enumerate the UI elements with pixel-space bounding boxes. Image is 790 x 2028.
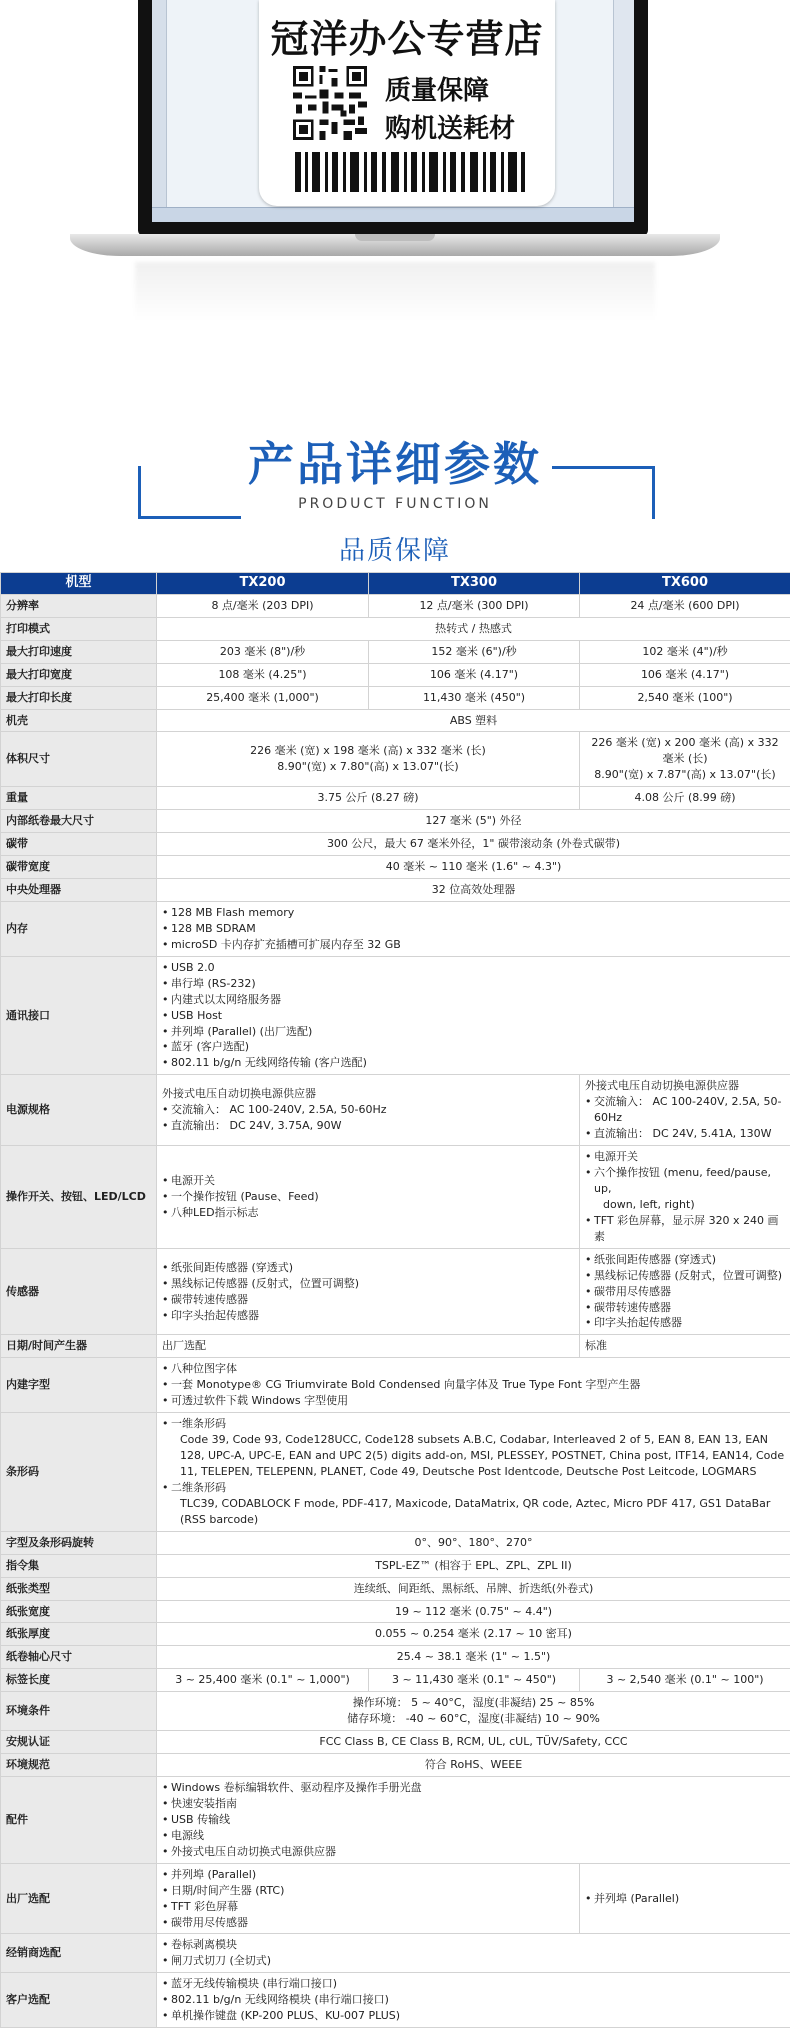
app-status-bar (152, 207, 634, 222)
cell-value: 11,430 毫米 (450") (369, 686, 580, 709)
table-row (1, 1754, 790, 1777)
cell-value: 25,400 毫米 (1,000") (157, 686, 369, 709)
list-item: • 快速安装指南 (162, 1796, 785, 1812)
cell-value (580, 1863, 790, 1934)
table-row (1, 833, 790, 856)
cell-value: 108 毫米 (4.25") (157, 663, 369, 686)
row-label: 分辨率 (1, 594, 157, 617)
list-item: • 802.11 b/g/n 无线网络传输 (客户选配) (162, 1055, 785, 1071)
list-item: • 可透过软件下载 Windows 字型使用 (162, 1393, 785, 1409)
header-tx600: TX600 (580, 573, 790, 595)
list-item: • 内建式以太网络服务器 (162, 992, 785, 1008)
row-label: 字型及条形码旋转 (1, 1531, 157, 1554)
app-sidebar (152, 0, 167, 222)
table-row (1, 732, 790, 787)
list-item: • 日期/时间产生器 (RTC) (162, 1883, 574, 1899)
cell-value: 3 ~ 2,540 毫米 (0.1" ~ 100") (580, 1669, 790, 1692)
list-item: • 碳带转速传感器 (585, 1300, 785, 1316)
cell-value: 符合 RoHS、WEEE (157, 1754, 790, 1777)
list-item: • 碳带用尽传感器 (585, 1284, 785, 1300)
table-row (1, 810, 790, 833)
cell-value (157, 956, 790, 1075)
list-item: • microSD 卡内存扩充插槽可扩展内存至 32 GB (162, 937, 785, 953)
row-label: 日期/时间产生器 (1, 1335, 157, 1358)
cell-value: 300 公尺，最大 67 毫米外径，1" 碳带滚动条 (外卷式碳带) (157, 833, 790, 856)
cell-value (580, 1248, 790, 1335)
row-label: 安规认证 (1, 1731, 157, 1754)
cell-value: 203 毫米 (8")/秒 (157, 640, 369, 663)
size-line: 226 毫米 (宽) x 198 毫米 (高) x 332 毫米 (长) (162, 743, 574, 759)
cell-value: TSPL-EZ™ (相容于 EPL、ZPL、ZPL II) (157, 1554, 790, 1577)
label-line-gift: 购机送耗材 (385, 108, 515, 145)
cell-value (157, 1358, 790, 1413)
list-item: • 交流输入： AC 100-240V, 2.5A, 50-60Hz (162, 1102, 574, 1118)
row-label: 内建字型 (1, 1358, 157, 1413)
cell-value (157, 1777, 790, 1864)
cell-value: 12 点/毫米 (300 DPI) (369, 594, 580, 617)
cell-value: 0°、90°、180°、270° (157, 1531, 790, 1554)
cell-value (157, 1863, 580, 1934)
row-label: 经销商选配 (1, 1934, 157, 1973)
list-item: • TFT 彩色屏幕，显示屏 320 x 240 画素 (585, 1213, 785, 1245)
list-item: • 电源开关 (162, 1173, 574, 1189)
row-label: 通讯接口 (1, 956, 157, 1075)
table-row (1, 1623, 790, 1646)
table-row (1, 1358, 790, 1413)
table-row (1, 1669, 790, 1692)
row-label: 传感器 (1, 1248, 157, 1335)
list-item: • 并列埠 (Parallel) (585, 1891, 785, 1907)
list-item: • 黑线标记传感器 (反射式，位置可调整) (585, 1268, 785, 1284)
env-line: 操作环境： 5 ~ 40°C，湿度(非凝结) 25 ~ 85% (162, 1695, 785, 1711)
table-row (1, 617, 790, 640)
row-label: 重量 (1, 787, 157, 810)
cell-value (157, 1692, 790, 1731)
table-row (1, 787, 790, 810)
row-label: 纸卷轴心尺寸 (1, 1646, 157, 1669)
row-label: 纸张宽度 (1, 1600, 157, 1623)
list-item: • 碳带用尽传感器 (162, 1915, 574, 1931)
laptop-notch (355, 234, 435, 241)
table-row (1, 1075, 790, 1146)
row-label: 客户选配 (1, 1973, 157, 2028)
hero-banner (0, 0, 790, 370)
section-subtitle: PRODUCT FUNCTION (0, 496, 790, 512)
list-item: • 碳带转速传感器 (162, 1292, 574, 1308)
table-row (1, 1731, 790, 1754)
laptop-reflection (135, 262, 655, 322)
row-label: 标签长度 (1, 1669, 157, 1692)
cell-value: 32 位高效处理器 (157, 879, 790, 902)
table-row (1, 1777, 790, 1864)
table-row (1, 709, 790, 732)
cell-value: 102 毫米 (4")/秒 (580, 640, 790, 663)
list-item: • 电源线 (162, 1828, 785, 1844)
laptop-screen-frame (138, 0, 648, 236)
list-item: • 直流输出： DC 24V, 3.75A, 90W (162, 1118, 574, 1134)
row-label: 指令集 (1, 1554, 157, 1577)
row-label: 机壳 (1, 709, 157, 732)
table-row (1, 1413, 790, 1532)
list-item: • 并列埠 (Parallel) (162, 1867, 574, 1883)
cell-value: FCC Class B, CE Class B, RCM, UL, cUL, TÜV/Safety, CCC (157, 1731, 790, 1754)
list-item: • 印字头抬起传感器 (162, 1308, 574, 1324)
list-item: • 一个操作按钮 (Pause、Feed) (162, 1189, 574, 1205)
cell-value: 3 ~ 11,430 毫米 (0.1" ~ 450") (369, 1669, 580, 1692)
header-tx200: TX200 (157, 573, 369, 595)
cell-value: 40 毫米 ~ 110 毫米 (1.6" ~ 4.3") (157, 856, 790, 879)
quality-heading: 品质保障 (0, 530, 790, 567)
cell-value (157, 1248, 580, 1335)
list-item: • 一维条形码 (162, 1416, 785, 1432)
cell-value (157, 1934, 790, 1973)
size-line: 226 毫米 (宽) x 200 毫米 (高) x 332 毫米 (长) (585, 735, 785, 767)
row-label: 内存 (1, 901, 157, 956)
row-label: 操作开关、按钮、LED/LCD (1, 1146, 157, 1249)
cell-value: 152 毫米 (6")/秒 (369, 640, 580, 663)
list-item: • 外接式电压自动切换式电源供应器 (162, 1844, 785, 1860)
row-label: 最大打印宽度 (1, 663, 157, 686)
size-line: 8.90"(宽) x 7.87"(高) x 13.07"(长) (585, 767, 785, 783)
list-item: • USB 传输线 (162, 1812, 785, 1828)
cell-value (157, 1973, 790, 2028)
spec-table (0, 572, 790, 2028)
table-row (1, 1554, 790, 1577)
row-label: 纸张厚度 (1, 1623, 157, 1646)
app-ruler (613, 0, 634, 222)
table-row (1, 1335, 790, 1358)
table-header-row (1, 573, 790, 595)
barcode-icon (295, 152, 525, 192)
table-row (1, 1248, 790, 1335)
list-item: • 128 MB SDRAM (162, 921, 785, 937)
table-row (1, 1973, 790, 2028)
label-line-quality: 质量保障 (385, 70, 489, 107)
list-item: • 纸张间距传感器 (穿透式) (585, 1252, 785, 1268)
list-item: • 电源开关 (585, 1149, 785, 1165)
cell-value: 3.75 公斤 (8.27 磅) (157, 787, 580, 810)
row-label: 打印模式 (1, 617, 157, 640)
cell-value: 0.055 ~ 0.254 毫米 (2.17 ~ 10 密耳) (157, 1623, 790, 1646)
cell-value: 3 ~ 25,400 毫米 (0.1" ~ 1,000") (157, 1669, 369, 1692)
table-row (1, 1863, 790, 1934)
power-head: 外接式电压自动切换电源供应器 (162, 1086, 574, 1102)
cell-value (157, 1146, 580, 1249)
cell-value: 25.4 ~ 38.1 毫米 (1" ~ 1.5") (157, 1646, 790, 1669)
list-item: • 并列埠 (Parallel) (出厂选配) (162, 1024, 785, 1040)
label-preview (259, 0, 555, 206)
list-item: • 纸张间距传感器 (穿透式) (162, 1260, 574, 1276)
cell-value: 连续纸、间距纸、黑标纸、吊牌、折迭纸(外卷式) (157, 1577, 790, 1600)
table-row (1, 1146, 790, 1249)
list-item: • 印字头抬起传感器 (585, 1315, 785, 1331)
row-label: 最大打印长度 (1, 686, 157, 709)
row-label: 纸张类型 (1, 1577, 157, 1600)
list-item: down, left, right) (585, 1197, 785, 1213)
power-head: 外接式电压自动切换电源供应器 (585, 1078, 785, 1094)
table-row (1, 640, 790, 663)
row-label: 碳带宽度 (1, 856, 157, 879)
table-row (1, 856, 790, 879)
cell-value: 106 毫米 (4.17") (369, 663, 580, 686)
list-item: • 一套 Monotype® CG Triumvirate Bold Condensed 向量字体及 True Type Font 字型产生器 (162, 1377, 785, 1393)
cell-value: 标准 (580, 1335, 790, 1358)
list-item: • 802.11 b/g/n 无线网络模块 (串行端口接口) (162, 1992, 785, 2008)
row-label: 内部纸卷最大尺寸 (1, 810, 157, 833)
cell-value (157, 732, 580, 787)
table-row (1, 594, 790, 617)
table-row (1, 1692, 790, 1731)
list-item: • 单机操作键盘 (KP-200 PLUS、KU-007 PLUS) (162, 2008, 785, 2024)
table-row (1, 1934, 790, 1973)
header-model: 机型 (1, 573, 157, 595)
cell-value: 106 毫米 (4.17") (580, 663, 790, 686)
row-label: 碳带 (1, 833, 157, 856)
cell-value: 24 点/毫米 (600 DPI) (580, 594, 790, 617)
table-row (1, 1646, 790, 1669)
list-item: • 八种LED指示标志 (162, 1205, 574, 1221)
cell-value (157, 1075, 580, 1146)
list-item: • 128 MB Flash memory (162, 905, 785, 921)
cell-value (157, 1413, 790, 1532)
list-item: • 交流输入： AC 100-240V, 2.5A, 50-60Hz (585, 1094, 785, 1126)
laptop-screen (152, 0, 634, 222)
table-row (1, 901, 790, 956)
cell-value: 8 点/毫米 (203 DPI) (157, 594, 369, 617)
row-label: 环境条件 (1, 1692, 157, 1731)
row-label: 条形码 (1, 1413, 157, 1532)
cell-value: 出厂选配 (157, 1335, 580, 1358)
cell-value: 热转式 / 热感式 (157, 617, 790, 640)
cell-value (580, 1075, 790, 1146)
cell-value (580, 1146, 790, 1249)
row-label: 环境规范 (1, 1754, 157, 1777)
list-item: • Windows 卷标编辑软件、驱动程序及操作手册光盘 (162, 1780, 785, 1796)
cell-value (157, 901, 790, 956)
table-row (1, 686, 790, 709)
table-row (1, 1531, 790, 1554)
barcode-list-2d: TLC39, CODABLOCK F mode, PDF-417, Maxicode, DataMatrix, QR code, Aztec, Micro PDF 417, GS1 DataBar (RSS barcode) (162, 1496, 785, 1528)
barcode-list-1d: Code 39, Code 93, Code128UCC, Code128 subsets A.B.C, Codabar, Interleaved 2 of 5, EAN 8, EAN 13, EAN 128, UPC-A, UPC-E, EAN and UPC 2(5) digits add-on, MSI, PLESSEY, POSTNET, China post, ITF14, EAN14, Code 11, TELEPEN, TELEPENN, PLANET, Code 49, Deutsche Post Identcode, Deutsche Post Leitcode, LOGMARS (162, 1432, 785, 1480)
list-item: • 卷标剥离模块 (162, 1937, 785, 1953)
label-title: 冠洋办公专营店 (259, 8, 555, 63)
list-item: • 蓝牙 (客户选配) (162, 1039, 785, 1055)
row-label: 最大打印速度 (1, 640, 157, 663)
cell-value (580, 732, 790, 787)
size-line: 8.90"(宽) x 7.80"(高) x 13.07"(长) (162, 759, 574, 775)
row-label: 中央处理器 (1, 879, 157, 902)
cell-value: 2,540 毫米 (100") (580, 686, 790, 709)
list-item: • 蓝牙无线传输模块 (串行端口接口) (162, 1976, 785, 1992)
header-tx300: TX300 (369, 573, 580, 595)
cell-value: 19 ~ 112 毫米 (0.75" ~ 4.4") (157, 1600, 790, 1623)
list-item: • 八种位图字体 (162, 1361, 785, 1377)
list-item: • TFT 彩色屏幕 (162, 1899, 574, 1915)
cell-value: ABS 塑料 (157, 709, 790, 732)
section-title: 产品详细参数 (0, 428, 790, 494)
table-row (1, 663, 790, 686)
qr-code-icon (293, 66, 367, 140)
list-item: • 黑线标记传感器 (反射式，位置可调整) (162, 1276, 574, 1292)
list-item: • 六个操作按钮 (menu, feed/pause, up, (585, 1165, 785, 1197)
cell-value: 127 毫米 (5") 外径 (157, 810, 790, 833)
list-item: • 闸刀式切刀 (全切式) (162, 1953, 785, 1969)
row-label: 出厂选配 (1, 1863, 157, 1934)
table-row (1, 956, 790, 1075)
list-item: • USB Host (162, 1008, 785, 1024)
row-label: 体积尺寸 (1, 732, 157, 787)
row-label: 配件 (1, 1777, 157, 1864)
env-line: 储存环境： -40 ~ 60°C，湿度(非凝结) 10 ~ 90% (162, 1711, 785, 1727)
table-row (1, 1600, 790, 1623)
list-item: • 串行埠 (RS-232) (162, 976, 785, 992)
list-item: • 二维条形码 (162, 1480, 785, 1496)
list-item: • USB 2.0 (162, 960, 785, 976)
table-row (1, 1577, 790, 1600)
table-row (1, 879, 790, 902)
cell-value: 4.08 公斤 (8.99 磅) (580, 787, 790, 810)
list-item: • 直流输出： DC 24V, 5.41A, 130W (585, 1126, 785, 1142)
row-label: 电源规格 (1, 1075, 157, 1146)
